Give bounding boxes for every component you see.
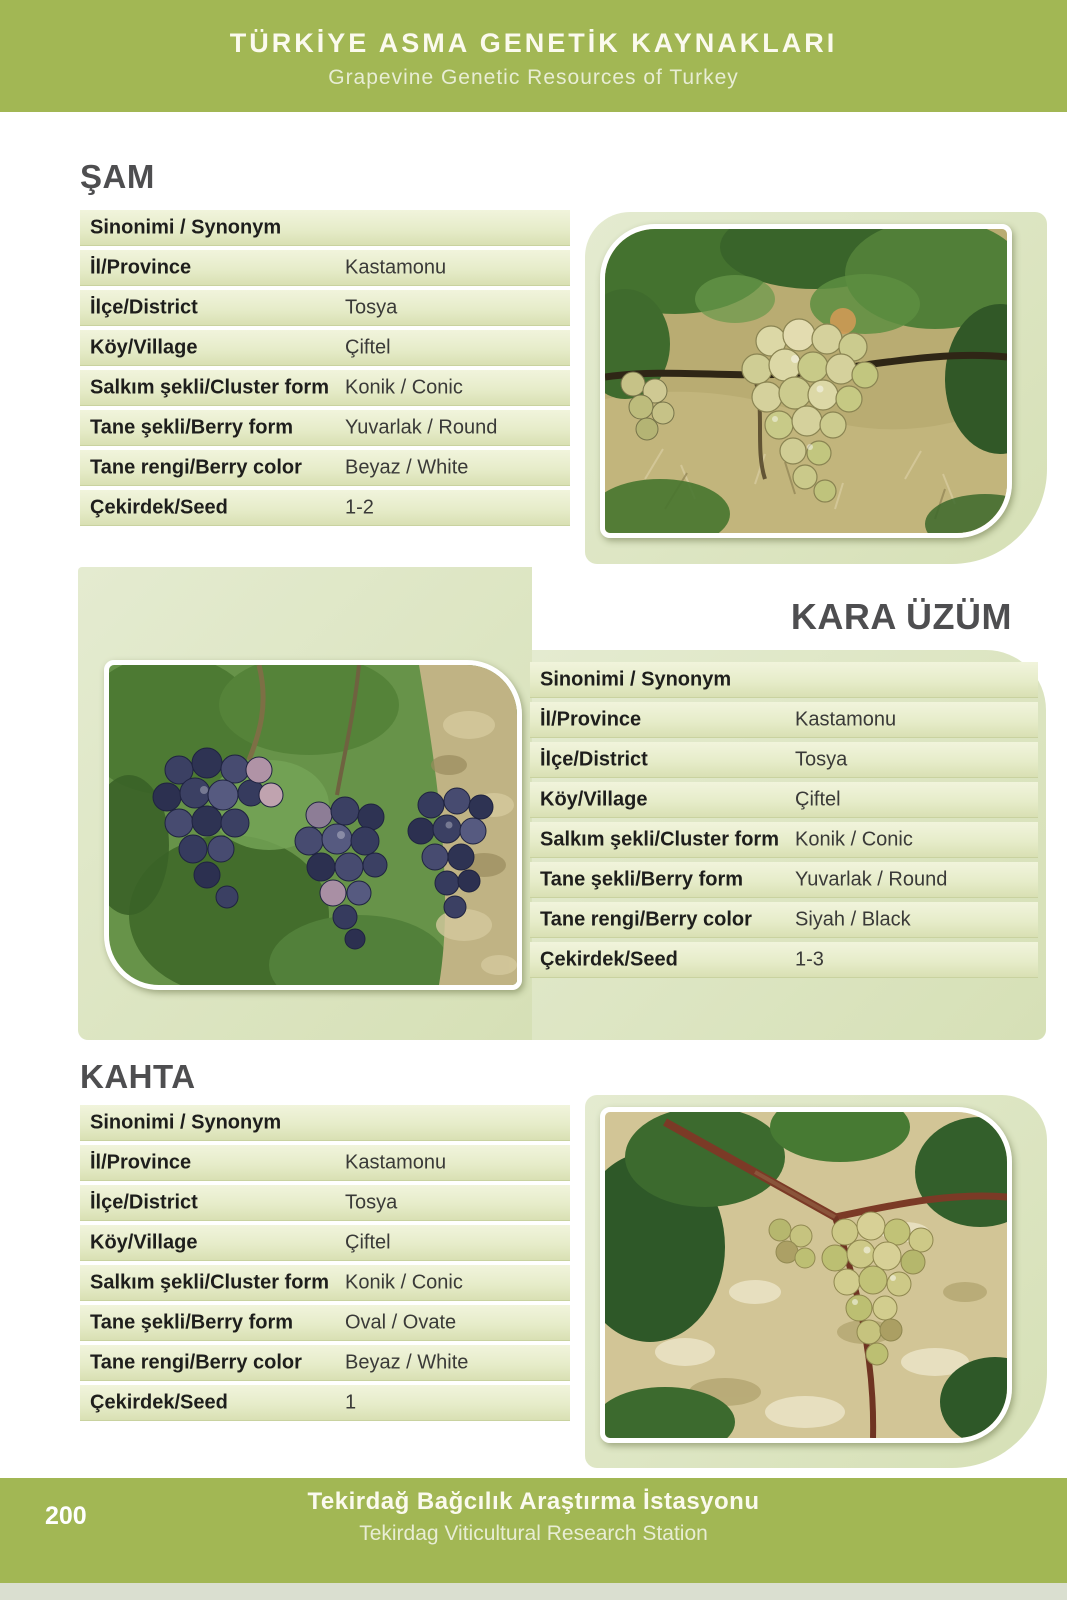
row-value: Tosya — [345, 296, 398, 319]
row-label: Çekirdek/Seed — [90, 496, 228, 519]
kahta-grape-photo — [600, 1107, 1012, 1443]
sam-grape-photo — [600, 224, 1012, 538]
black-grapes-illustration — [109, 665, 517, 985]
row-label: Tane rengi/Berry color — [540, 908, 752, 931]
row-value: Tosya — [795, 748, 848, 771]
table-row — [80, 330, 570, 366]
table-row — [80, 1105, 570, 1141]
table-row — [80, 1385, 570, 1421]
page-header-subtitle: Grapevine Genetic Resources of Turkey — [328, 66, 739, 89]
table-row — [80, 1145, 570, 1181]
table-row — [530, 822, 1038, 858]
kara-uzum-attributes-table — [530, 662, 1038, 982]
page-header-title: TÜRKİYE ASMA GENETİK KAYNAKLARI — [229, 28, 838, 58]
table-row — [80, 1305, 570, 1341]
row-value: 1 — [345, 1391, 357, 1414]
row-value: Beyaz / White — [345, 1351, 469, 1374]
row-label: Sinonimi / Synonym — [540, 668, 732, 691]
table-row — [80, 410, 570, 446]
row-label: İlçe/District — [90, 1191, 198, 1214]
page-header-band — [0, 0, 1067, 112]
table-row — [530, 942, 1038, 978]
row-label: Tane şekli/Berry form — [540, 868, 744, 891]
table-row — [80, 1225, 570, 1261]
row-value: Konik / Conic — [345, 1271, 463, 1294]
row-value: Beyaz / White — [345, 456, 469, 479]
table-row — [80, 1345, 570, 1381]
row-value: Çiftel — [345, 1231, 391, 1254]
row-value: Çiftel — [795, 788, 841, 811]
page-footer-band — [0, 1478, 1067, 1583]
table-row — [80, 1185, 570, 1221]
row-value: Çiftel — [345, 336, 391, 359]
row-value: 1-2 — [345, 496, 374, 519]
row-label: Tane şekli/Berry form — [90, 1311, 294, 1334]
row-label: Çekirdek/Seed — [540, 948, 678, 971]
table-row — [80, 450, 570, 486]
table-row — [530, 742, 1038, 778]
row-label: İl/Province — [90, 256, 192, 279]
table-row — [80, 490, 570, 526]
table-row — [530, 902, 1038, 938]
row-value: Kastamonu — [795, 708, 897, 731]
sam-attributes-table — [80, 210, 570, 530]
row-value: Oval / Ovate — [345, 1311, 457, 1334]
row-label: İl/Province — [90, 1151, 192, 1174]
row-label: Salkım şekli/Cluster form — [90, 1271, 329, 1294]
kara-uzum-grape-photo — [104, 660, 522, 990]
row-value: Kastamonu — [345, 1151, 447, 1174]
row-label: Tane rengi/Berry color — [90, 1351, 302, 1374]
row-label: İlçe/District — [540, 748, 648, 771]
row-label: Sinonimi / Synonym — [90, 1111, 282, 1134]
row-label: Salkım şekli/Cluster form — [90, 376, 329, 399]
row-value: Konik / Conic — [795, 828, 913, 851]
footer-title: Tekirdağ Bağcılık Araştırma İstasyonu — [307, 1488, 760, 1515]
row-label: Sinonimi / Synonym — [90, 216, 282, 239]
section-title-kahta: KAHTA — [80, 1058, 196, 1095]
table-row — [80, 290, 570, 326]
row-value: Konik / Conic — [345, 376, 463, 399]
white-grapes-vine-illustration — [605, 1112, 1007, 1438]
row-label: İl/Province — [540, 708, 642, 731]
row-label: Tane rengi/Berry color — [90, 456, 302, 479]
row-label: Tane şekli/Berry form — [90, 416, 294, 439]
kahta-attributes-table — [80, 1105, 570, 1425]
section-title-sam: ŞAM — [80, 158, 155, 195]
row-value: Siyah / Black — [795, 908, 911, 931]
page-bottom-strip — [0, 1583, 1067, 1600]
table-row — [530, 702, 1038, 738]
row-value: Tosya — [345, 1191, 398, 1214]
table-row — [80, 210, 570, 246]
white-grapes-illustration — [605, 229, 1007, 533]
row-label: Köy/Village — [540, 788, 648, 811]
table-row — [530, 862, 1038, 898]
row-label: Köy/Village — [90, 1231, 198, 1254]
page-number: 200 — [45, 1502, 87, 1530]
table-row — [80, 1265, 570, 1301]
row-label: Çekirdek/Seed — [90, 1391, 228, 1414]
row-label: Salkım şekli/Cluster form — [540, 828, 779, 851]
table-row — [80, 370, 570, 406]
table-row — [530, 782, 1038, 818]
row-value: 1-3 — [795, 948, 824, 971]
section-title-kara-uzum: KARA ÜZÜM — [790, 596, 1012, 637]
table-row — [80, 250, 570, 286]
table-row — [530, 662, 1038, 698]
row-value: Kastamonu — [345, 256, 447, 279]
footer-subtitle: Tekirdag Viticultural Research Station — [359, 1522, 708, 1545]
row-label: İlçe/District — [90, 296, 198, 319]
row-label: Köy/Village — [90, 336, 198, 359]
row-value: Yuvarlak / Round — [795, 868, 948, 891]
row-value: Yuvarlak / Round — [345, 416, 498, 439]
